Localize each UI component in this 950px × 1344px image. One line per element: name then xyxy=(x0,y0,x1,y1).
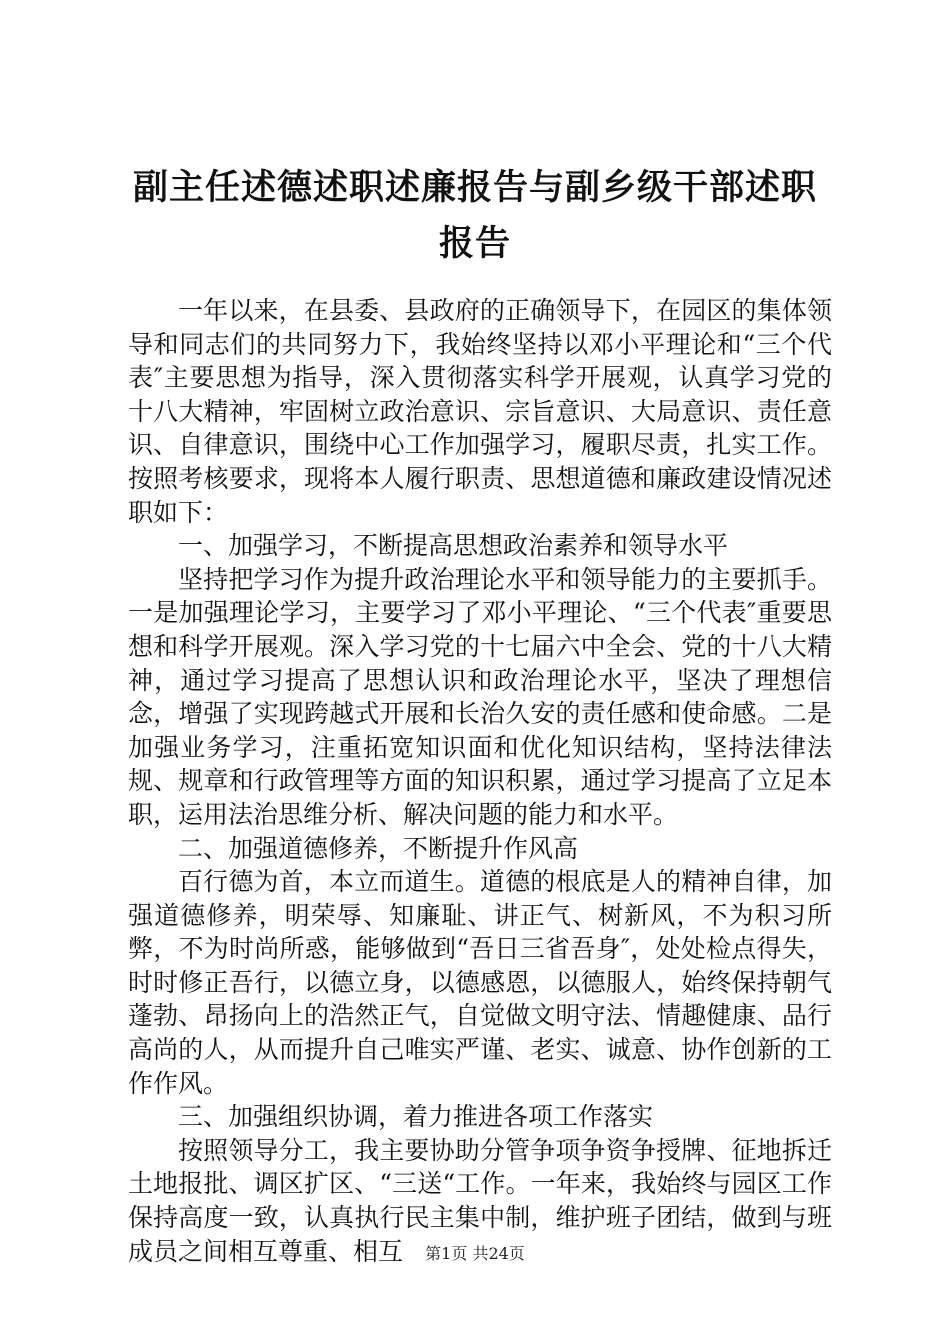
paragraph-section-3: 按照领导分工，我主要协助分管争项争资争授牌、征地拆迁土地报批、调区扩区、“三送“工作。一年来，我始终与园区工作保持高度一致，认真执行民主集中制，维护班子团结，做到与班成员之间相互尊重、相互 xyxy=(128,1135,832,1266)
document-body xyxy=(128,294,832,1268)
page-footer: 第1页 共24页 xyxy=(425,1244,525,1263)
section-heading-2: 二、加强道德修养，不断提升作风高 xyxy=(178,833,579,863)
paragraph-section-1: 坚持把学习作为提升政治理论水平和领导能力的主要抓手。一是加强理论学习，主要学习了邓小平理论、“三个代表″重要思想和科学开展观。深入学习党的十七届六中全会、党的十八大精神，通过学习提高了思想认识和政治理论水平，坚决了理想信念，增强了实现跨越式开展和长治久安的责任感和使命感。二是加强业务学习，注重拓宽知识面和优化知识结构，坚持法律法规、规章和行政管理等方面的知识积累，通过学习提高了立足本职，运用法治思维分析、解决问题的能力和水平。 xyxy=(128,564,832,829)
section-heading-3: 三、加强组织协调，着力推进各项工作落实 xyxy=(178,1102,654,1132)
paragraph-section-2: 百行德为首，本立而道生。道德的根底是人的精神自律，加强道德修养，明荣辱、知廉耻、讲正气、树新风，不为积习所弊，不为时尚所惑，能够做到“吾日三省吾身″，处处检点得失，时时修正吾行，以德立身，以德感恩，以德服人，始终保持朝气蓬勃、昂扬向上的浩然正气，自觉做文明守法、情趣健康、品行高尚的人，从而提升自己唯实严谨、老实、诚意、协作创新的工作作风。 xyxy=(128,867,832,1098)
paragraph-intro: 一年以来，在县委、县政府的正确领导下，在园区的集体领导和同志们的共同努力下，我始终坚持以邓小平理论和“三个代表″主要思想为指导，深入贯彻落实科学开展观，认真学习党的十八大精神，牢固树立政治意识、宗旨意识、大局意识、责任意识、自律意识，围绕中心工作加强学习，履职尽责，扎实工作。按照考核要求，现将本人履行职责、思想道德和廉政建设情况述职如下： xyxy=(128,296,832,527)
section-heading-1: 一、加强学习，不断提高思想政治素养和领导水平 xyxy=(178,531,729,561)
document-title: 副主任述德述职述廉报告与副乡级干部述职报告 xyxy=(132,167,817,264)
